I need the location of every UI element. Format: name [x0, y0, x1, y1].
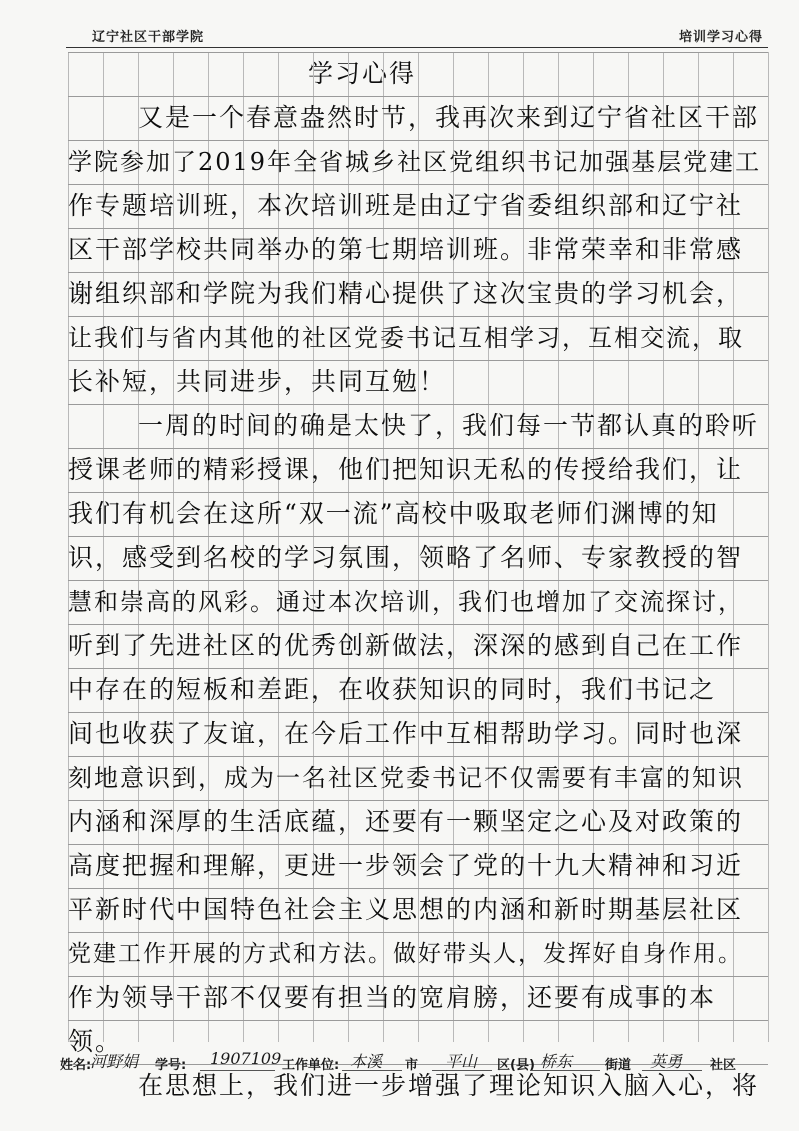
essay-line: 学院参加了2019年全省城乡社区党组织书记加强基层党建工	[68, 148, 762, 176]
essay-line: 刻地意识到，成为一名社区党委书记不仅需要有丰富的知识	[68, 764, 744, 792]
essay-line: 慧和崇高的风彩。通过本次培训，我们也增加了交流探讨，	[68, 588, 744, 616]
header-rule	[66, 47, 768, 48]
essay-line: 党建工作开展的方式和方法。做好带头人，发挥好自身作用。	[68, 941, 743, 967]
district-underline	[432, 1070, 492, 1071]
essay-line: 内涵和深厚的生活底蕴，还要有一颗坚定之心及对政策的	[68, 807, 744, 836]
essay-line: 我们有机会在这所“双一流”高校中吸取老师们渊博的知	[68, 499, 719, 528]
street-label: 街道	[605, 1058, 632, 1073]
essay-title: 学习心得	[308, 59, 417, 88]
essay-line: 让我们与省内其他的社区党委书记互相学习，互相交流，取	[68, 324, 744, 352]
community-underline	[642, 1070, 702, 1071]
student-id-underline	[200, 1070, 275, 1071]
essay-line: 谢组织部和学院为我们精心提供了这次宝贵的学习机会，	[68, 279, 744, 308]
student-id-value: 1907109	[210, 1049, 282, 1068]
essay-line: 作为领导干部不仅要有担当的宽肩膀，还要有成事的本	[68, 983, 717, 1012]
name-value: 河野娟	[90, 1052, 139, 1071]
street-value: 桥东	[540, 1052, 573, 1071]
essay-line: 中存在的短板和差距，在收获知识的同时，我们书记之	[68, 675, 717, 704]
essay-line: 作专题培训班，本次培训班是由辽宁省委组织部和辽宁社	[68, 191, 744, 220]
work-unit-label: 工作单位:	[282, 1058, 340, 1073]
essay-line: 授课老师的精彩授课，他们把知识无私的传授给我们，让	[68, 455, 744, 484]
essay-line: 区干部学校共同举办的第七期培训班。非常荣幸和非常感	[68, 235, 744, 264]
city-underline	[342, 1070, 402, 1071]
city-value: 本溪	[350, 1052, 383, 1071]
essay-line: 高度把握和理解，更进一步领会了党的十九大精神和习近	[68, 851, 744, 880]
header-institution: 辽宁社区干部学院	[92, 30, 205, 45]
city-label: 市	[405, 1058, 419, 1073]
ruled-line	[68, 52, 768, 53]
essay-line: 在思想上，我们进一步增强了理论知识入脑入心，将	[138, 1071, 760, 1100]
essay-line: 长补短，共同进步，共同互勉！	[68, 367, 447, 396]
grid-column-line	[768, 52, 769, 1042]
community-label: 社区	[710, 1058, 737, 1073]
essay-line: 一周的时间的确是太快了，我们每一节都认真的聆听	[138, 411, 760, 440]
district-label: 区(县)	[497, 1058, 535, 1073]
page-header	[0, 0, 799, 46]
district-value: 平山	[445, 1052, 478, 1071]
street-underline	[530, 1070, 600, 1071]
essay-line: 又是一个春意盎然时节，我再次来到辽宁省社区干部	[138, 103, 760, 132]
footer-info	[60, 1046, 780, 1076]
essay-line: 平新时代中国特色社会主义思想的内涵和新时期基层社区	[68, 895, 744, 924]
community-value: 英勇	[650, 1052, 683, 1071]
student-id-label: 学号:	[155, 1058, 187, 1073]
name-label: 姓名:	[60, 1058, 92, 1073]
header-doc-type: 培训学习心得	[678, 30, 763, 45]
essay-line: 识，感受到名校的学习氛围，领略了名师、专家教授的智	[68, 543, 744, 572]
essay-line: 间也收获了友谊，在今后工作中互相帮助学习。同时也深	[68, 719, 744, 748]
essay-line: 领。	[68, 1027, 123, 1056]
essay-line: 听到了先进社区的优秀创新做法，深深的感到自己在工作	[68, 631, 744, 660]
